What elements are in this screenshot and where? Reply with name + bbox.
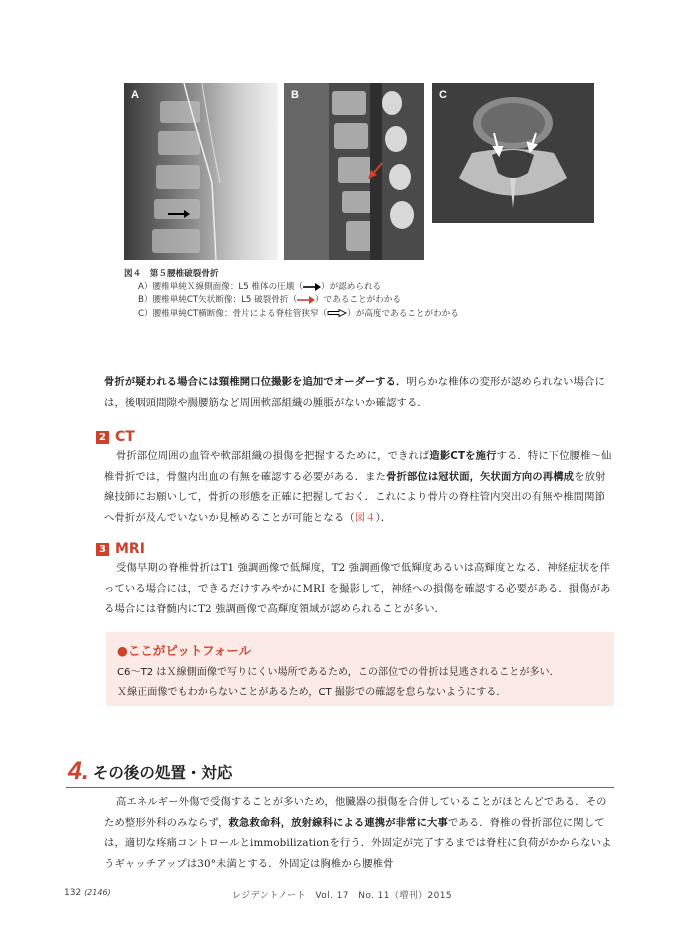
figure-c-ct-axial xyxy=(432,83,594,223)
section-number-badge: 2 xyxy=(96,431,109,444)
pitfall-body xyxy=(117,663,613,703)
figure-c-label: C xyxy=(439,89,447,101)
figure-reference-link[interactable]: 図４ xyxy=(354,511,376,524)
caption-title: 図４ 第５腰椎破裂骨折 xyxy=(124,269,219,279)
caption-a-tail: ）が認められる xyxy=(320,282,382,293)
caption-a-text: A）腰椎単純Ｘ線側面像：L5 椎体の圧壊（ xyxy=(138,282,303,293)
figure-a-label: A xyxy=(131,89,139,101)
pitfall-box xyxy=(106,632,614,706)
mri-text: 受傷早期の脊椎骨折はT1 強調画像で低輝度，T2 強調画像で低輝度あるいは高輝度となる．神経症状を伴っている場合には，できるだけすみやかにMRI を撮影して，神経への損傷を確認する必要がある．損傷がある場合には脊髄内にT2 強調画像で高輝度領域が認められることが多い． xyxy=(104,562,611,616)
section-title: CT xyxy=(115,429,135,445)
para1-bold: 骨折が疑われる場合には頸椎開口位撮影を追加でオーダーする． xyxy=(104,376,407,388)
white-arrow-icon xyxy=(327,309,347,317)
ct-text-4: ）． xyxy=(375,511,392,524)
chapter-heading xyxy=(68,757,232,785)
caption-line-b xyxy=(124,294,459,307)
xray-image xyxy=(124,83,278,260)
aftercare-text-1: 高エネルギー外傷で受傷することが多いため，他臓器の損傷を合併していることがほとんどである．そのため整形外科のみならず， xyxy=(104,796,607,829)
paragraph-aftercare xyxy=(104,792,614,874)
ct-text-1: 骨折部位周囲の血管や軟部組織の損傷を把握するために，できれば xyxy=(116,450,430,462)
ct-sagittal-image xyxy=(284,83,424,260)
ct-text-3: を放射線技師にお願いして，骨折の形態を正確に把握しておく．これにより骨片の脊柱管内突出の有無や椎間関節へ骨折が及んでいないか見極めることが可能となる（ xyxy=(104,470,606,524)
caption-line-c xyxy=(124,308,459,321)
ct-text-2: する．特に下位腰椎〜仙椎骨折では，骨盤内出血の有無を確認する必要がある．また xyxy=(104,450,612,483)
page-number-alt: (2146) xyxy=(84,888,111,897)
chapter-number: 4. xyxy=(68,757,89,785)
aftercare-bold: 救急救命科，放射線科による連携が非常に大事 xyxy=(228,816,448,829)
chapter-divider xyxy=(66,787,614,788)
page-number xyxy=(64,888,111,898)
black-arrow-icon xyxy=(303,283,321,291)
para1-text: 明らかな椎体の変形が認められない場合には，後咽頭間隙や腸腰筋など周囲軟部組織の腫脹がないか確認する． xyxy=(104,376,605,409)
figure-b-label: B xyxy=(291,89,299,101)
section-number-badge: 3 xyxy=(96,543,109,556)
aftercare-text-2: である．脊椎の骨折部位に関しては，適切な疼痛コントロールとimmobilizationを行う．外固定が完了するまでは脊柱に負荷がかからないようギャッチアップは30°未満とする．外固定は胸椎から腰椎骨 xyxy=(104,816,612,870)
figure-caption xyxy=(124,268,459,321)
paragraph-xray-followup xyxy=(104,372,614,413)
caption-c-tail: ）が高度であることがわかる xyxy=(347,308,459,319)
pitfall-title: ●ここがピットフォール xyxy=(117,643,252,658)
ct-bold-1: 造影CTを施行 xyxy=(429,450,497,462)
caption-b-tail: ）であることがわかる xyxy=(315,295,401,306)
figure-a-xray xyxy=(124,83,278,260)
caption-line-a xyxy=(124,281,459,294)
journal-name: レジデントノート Vol. 17 No. 11（増刊）2015 xyxy=(232,891,452,901)
chapter-title: その後の処置・対応 xyxy=(92,764,233,782)
page-number-value: 132 xyxy=(64,888,82,898)
red-arrow-icon xyxy=(297,296,315,304)
pitfall-line-1: C6〜T2 はＸ線側面像で写りにくい場所であるため，この部位での骨折は見逃されることが多い． xyxy=(117,667,560,678)
caption-b-text: B）腰椎単純CT矢状断像：L5 破裂骨折（ xyxy=(138,295,298,306)
paragraph-mri xyxy=(104,558,614,620)
ct-bold-2: 骨折部位は冠状面，矢状面方向の再構成 xyxy=(386,470,575,483)
caption-c-text: C）腰椎単純CT横断像：骨片による脊柱管狭窄（ xyxy=(138,308,328,319)
section-title: MRI xyxy=(115,541,145,557)
figure-b-ct-sagittal xyxy=(284,83,424,260)
pitfall-line-2: Ｘ線正面像でもわからないことがあるため，CT 撮影での確認を怠らないようにする． xyxy=(117,687,507,698)
paragraph-ct xyxy=(104,446,614,528)
ct-axial-image xyxy=(432,83,594,223)
section-heading-ct xyxy=(96,429,135,445)
section-heading-mri xyxy=(96,541,145,557)
